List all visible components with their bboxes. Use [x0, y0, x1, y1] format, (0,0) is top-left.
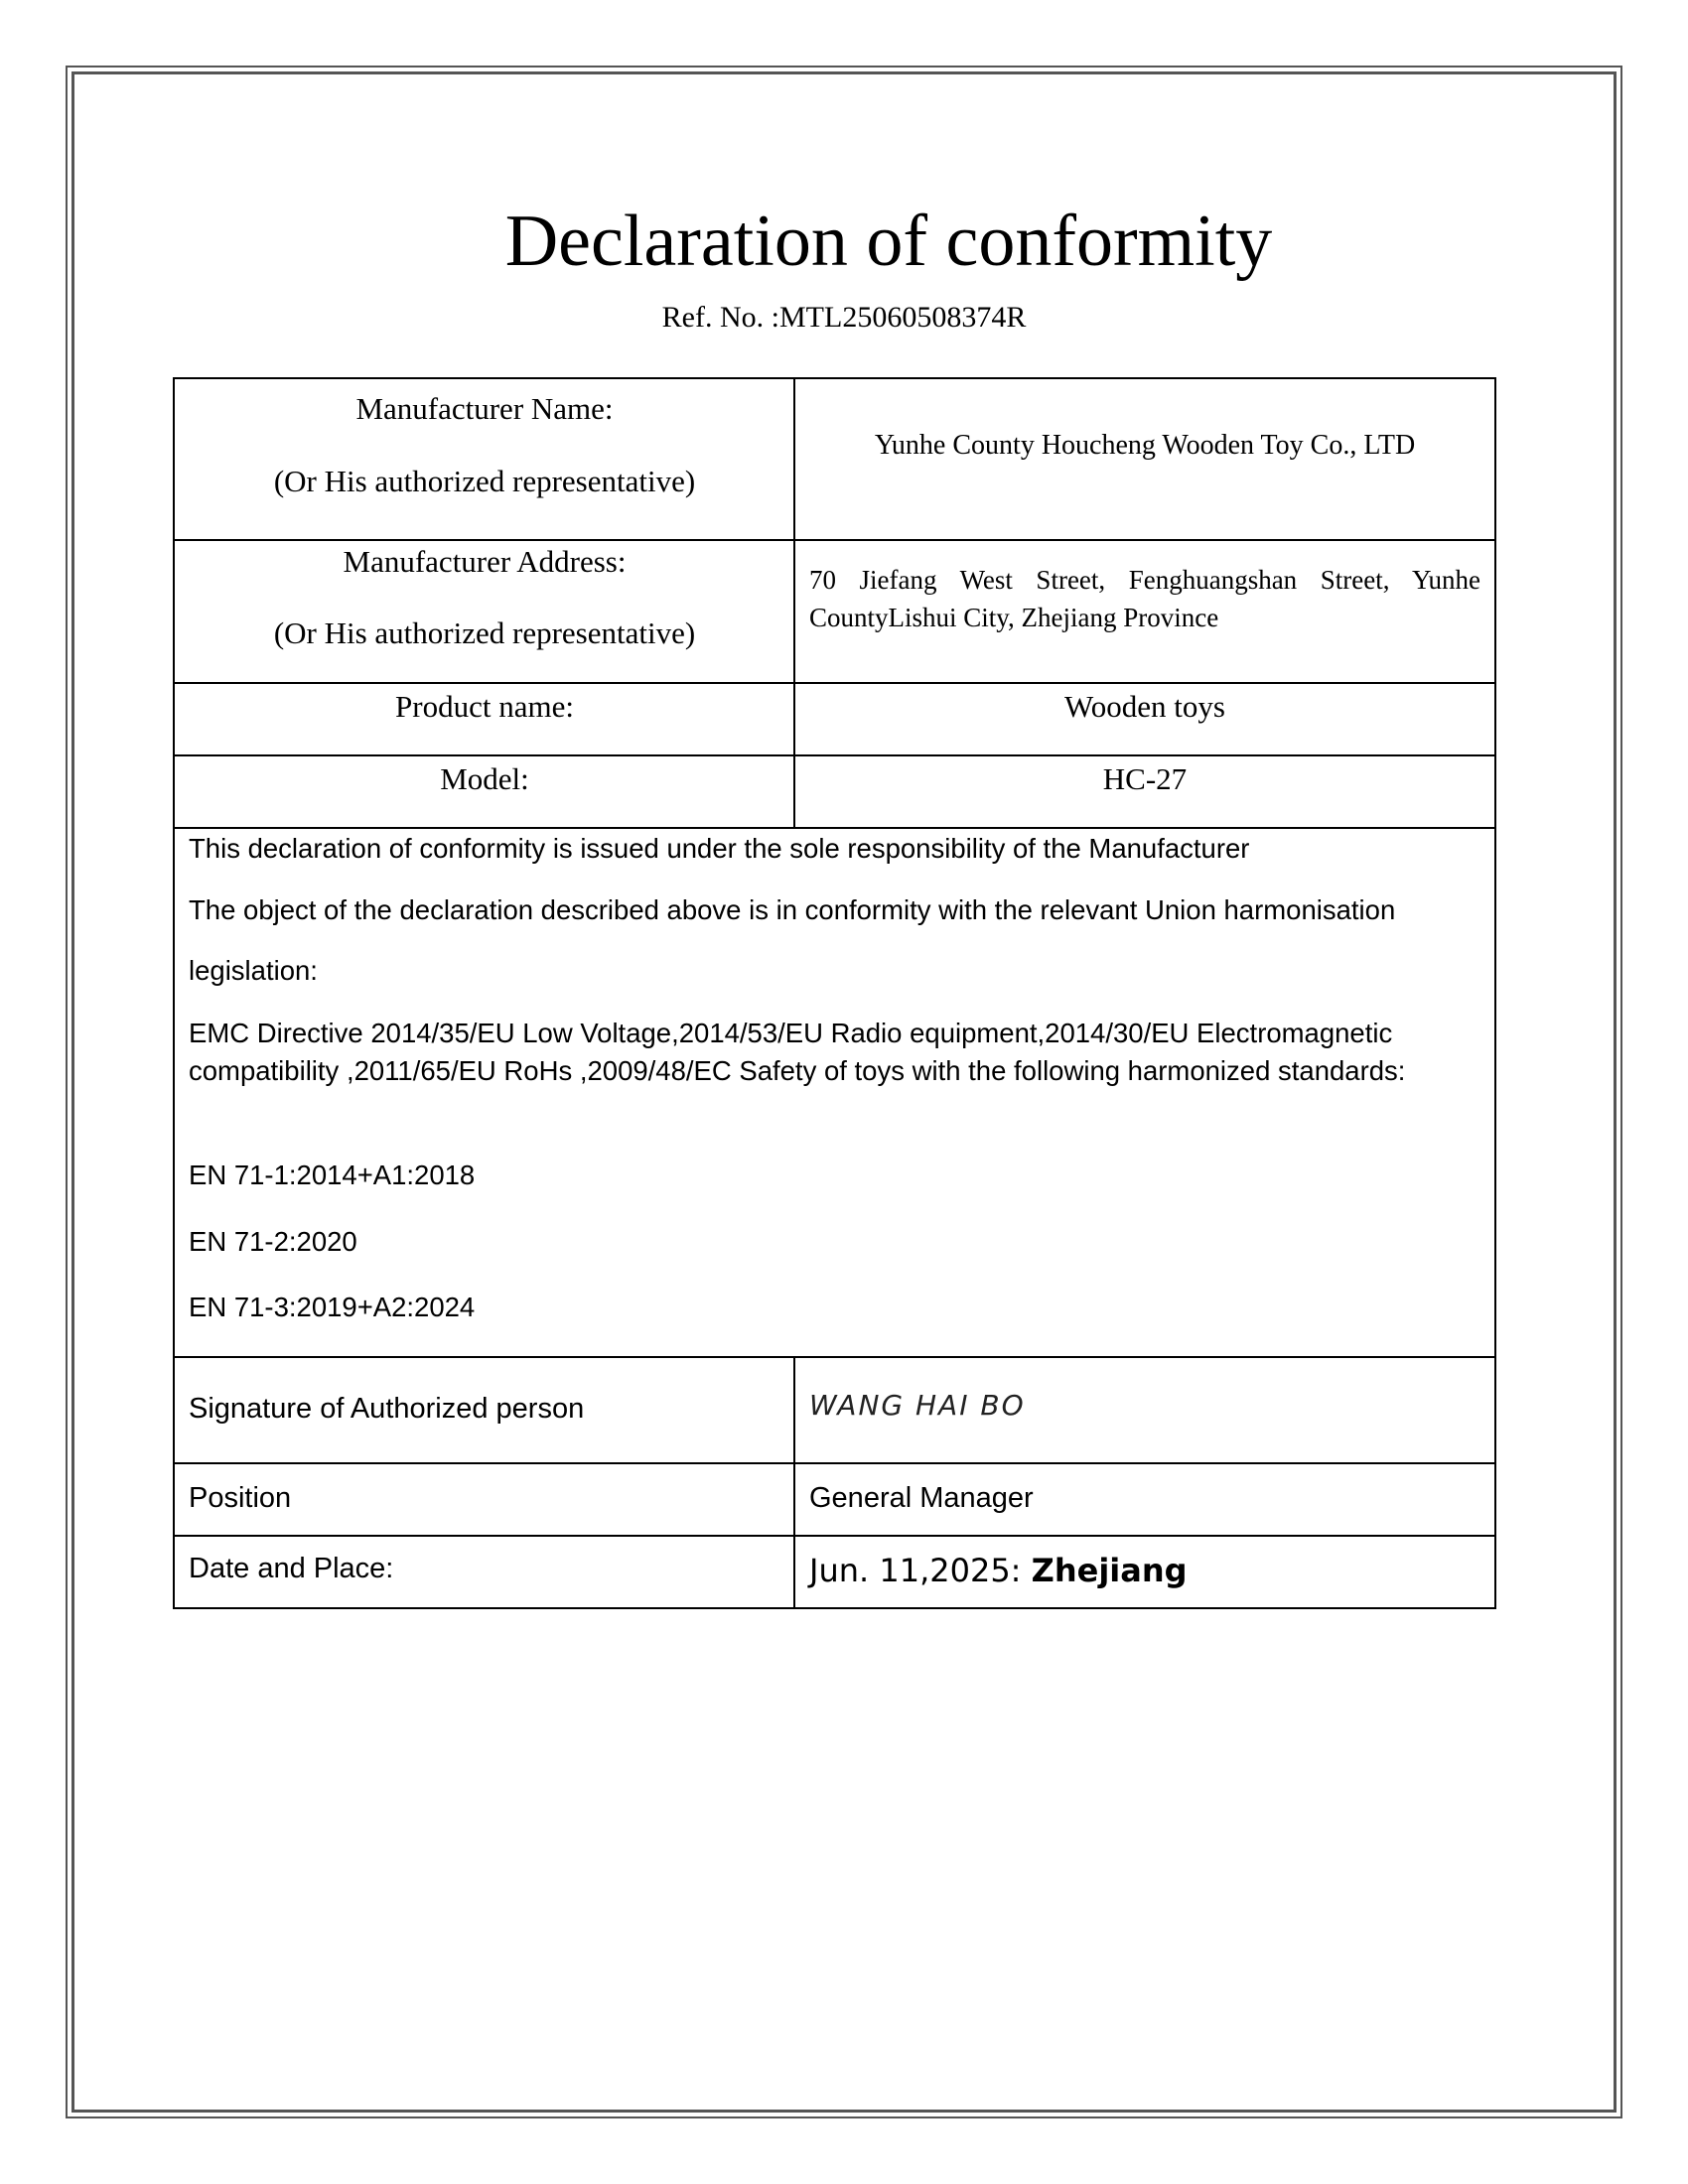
position-value: General Manager: [809, 1482, 1034, 1514]
product-name-label: Product name:: [395, 689, 574, 724]
date-value: Jun. 11,2025:: [809, 1552, 1032, 1589]
model-label: Model:: [440, 761, 529, 796]
table-line: [173, 539, 1496, 541]
declaration-line-1: This declaration of conformity is issued under the sole responsibility of the Manufacturer: [189, 833, 1250, 864]
manufacturer-address-value: 70 Jiefang West Street, Fenghuangshan Street, Yunhe CountyLishui City, Zhejiang Province: [809, 565, 1480, 632]
declaration-line-3: legislation:: [189, 955, 318, 986]
table-line: [173, 1356, 1496, 1358]
reference-number: Ref. No. :MTL25060508374R: [661, 301, 1027, 334]
standard-item: EN 71-1:2014+A1:2018: [189, 1160, 476, 1190]
product-name-value: Wooden toys: [1064, 689, 1225, 724]
manufacturer-name-label: Manufacturer Name:: [355, 391, 614, 426]
manufacturer-name-value: Yunhe County Houcheng Wooden Toy Co., LTD: [874, 430, 1416, 461]
manufacturer-address-label: Manufacturer Address:: [343, 544, 627, 579]
table-line: [173, 827, 1496, 829]
directives-text: EMC Directive 2014/35/EU Low Voltage,2014/53/EU Radio equipment,2014/30/EU Electromagnetic compatibility ,2011/65/EU RoHs ,2009/48/EC Safety of toys with the following harmonized standards:: [189, 1018, 1406, 1086]
table-line: [173, 1462, 1496, 1464]
manufacturer-address-sublabel: (Or His authorized representative): [273, 615, 696, 650]
standard-item: EN 71-3:2019+A2:2024: [189, 1292, 476, 1322]
table-line: [173, 754, 1496, 756]
document-title: Declaration of conformity: [504, 201, 1273, 282]
signature: WANG HAI BO: [809, 1389, 1026, 1422]
table-line: [173, 682, 1496, 684]
manufacturer-name-sublabel: (Or His authorized representative): [273, 464, 696, 498]
table-line: [173, 377, 1496, 379]
table-line: [1494, 377, 1496, 1609]
table-line: [793, 1356, 795, 1609]
date-place-label: Date and Place:: [189, 1553, 394, 1584]
signature-label: Signature of Authorized person: [189, 1393, 585, 1425]
position-label: Position: [189, 1482, 292, 1514]
place-value: Zhejiang: [1031, 1552, 1188, 1589]
table-line: [173, 1607, 1496, 1609]
declaration-line-2: The object of the declaration described above is in conformity with the relevant Union harmonisation: [189, 894, 1396, 925]
table-line: [173, 1535, 1496, 1537]
model-value: HC-27: [1102, 761, 1188, 796]
standard-item: EN 71-2:2020: [189, 1226, 357, 1257]
date-place-value: [809, 1551, 1188, 1590]
